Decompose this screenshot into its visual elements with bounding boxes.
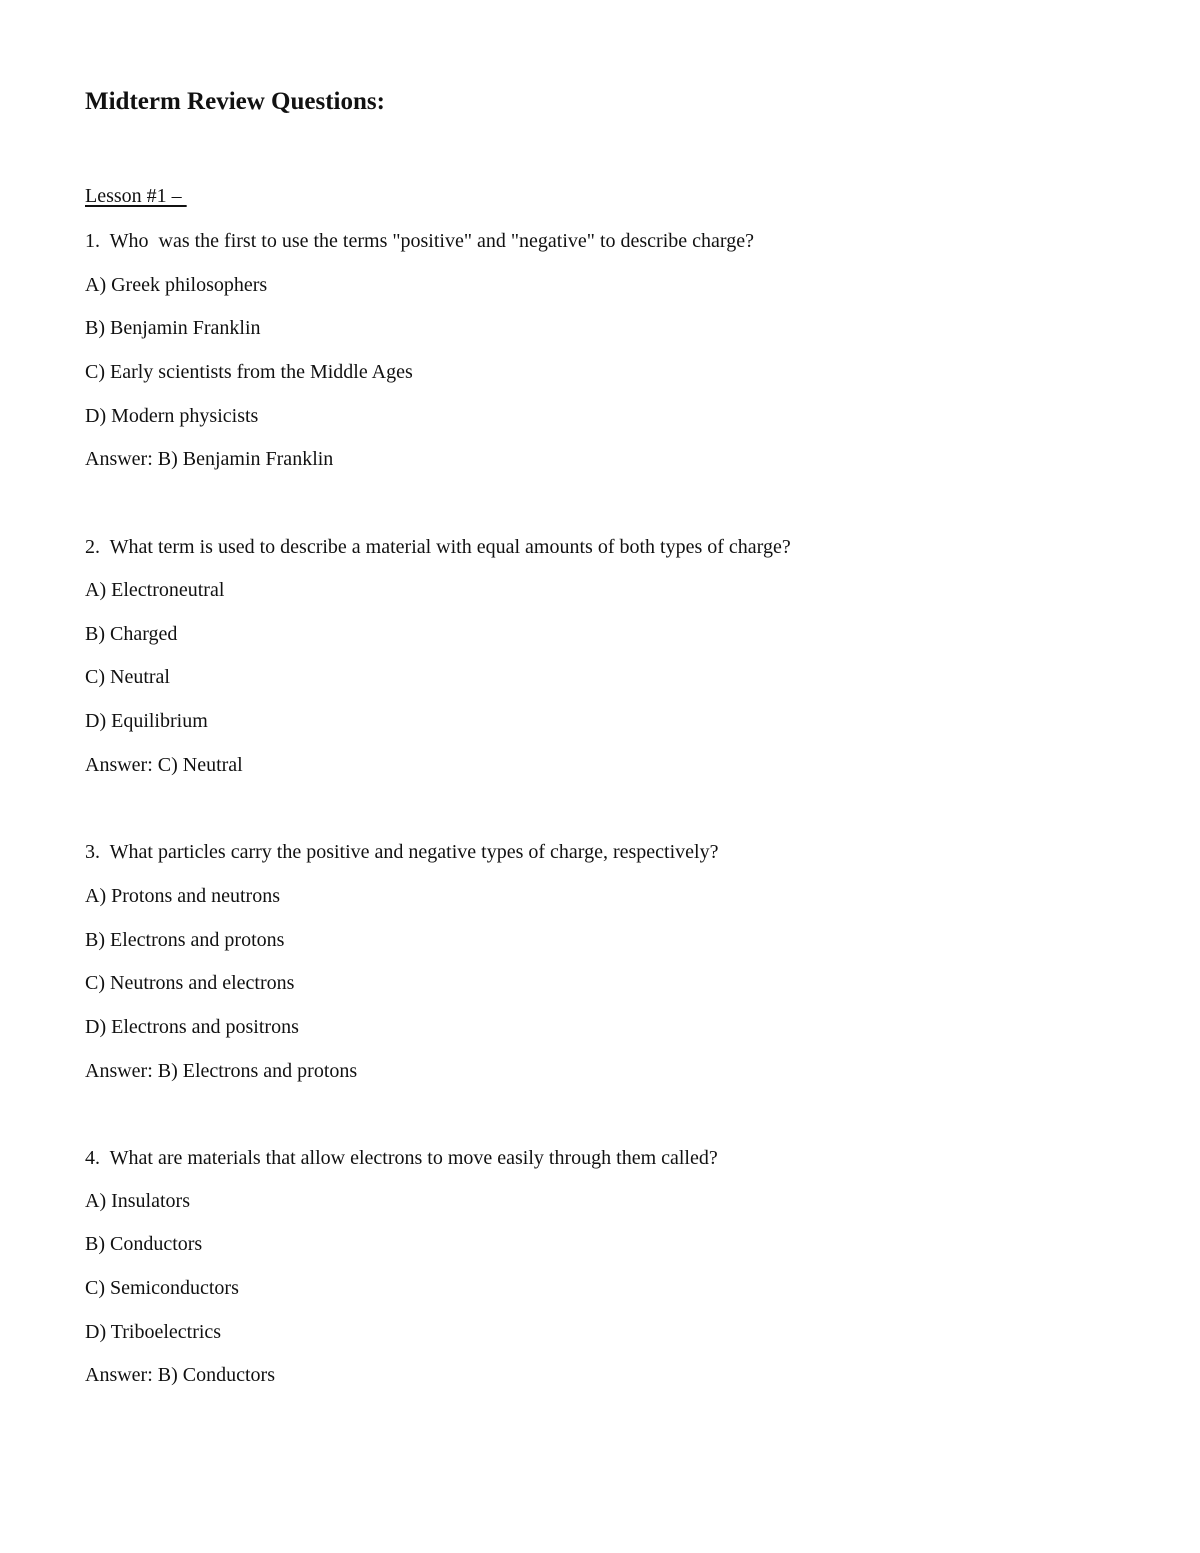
answer-option: D) Modern physicists (85, 405, 259, 427)
answer-option: A) Greek philosophers (85, 274, 268, 296)
answer-option: B) Electrons and protons (85, 929, 285, 951)
question-prompt: 4. What are materials that allow electrons to move easily through them called? (85, 1147, 718, 1169)
answer-option: A) Electroneutral (85, 579, 225, 601)
answer-option: C) Semiconductors (85, 1277, 239, 1299)
answer-option: B) Conductors (85, 1233, 203, 1255)
answer-option: D) Equilibrium (85, 710, 208, 732)
answer-line: Answer: B) Electrons and protons (85, 1060, 358, 1082)
question-prompt: 3. What particles carry the positive and negative types of charge, respectively? (85, 841, 719, 863)
answer-option: C) Neutral (85, 666, 170, 688)
answer-line: Answer: B) Conductors (85, 1364, 275, 1386)
answer-option: B) Charged (85, 623, 178, 645)
page-title: Midterm Review Questions: (85, 88, 385, 115)
answer-option: C) Neutrons and electrons (85, 972, 295, 994)
answer-option: C) Early scientists from the Middle Ages (85, 361, 413, 383)
answer-option: B) Benjamin Franklin (85, 317, 261, 339)
answer-option: D) Electrons and positrons (85, 1016, 299, 1038)
lesson-heading: Lesson #1 – (85, 185, 187, 207)
answer-option: D) Triboelectrics (85, 1321, 222, 1343)
answer-option: A) Insulators (85, 1190, 190, 1212)
answer-line: Answer: C) Neutral (85, 754, 243, 776)
answer-line: Answer: B) Benjamin Franklin (85, 448, 334, 470)
answer-option: A) Protons and neutrons (85, 885, 280, 907)
question-prompt: 1. Who was the first to use the terms "positive" and "negative" to describe charge? (85, 230, 754, 252)
question-prompt: 2. What term is used to describe a material with equal amounts of both types of charge? (85, 536, 791, 558)
